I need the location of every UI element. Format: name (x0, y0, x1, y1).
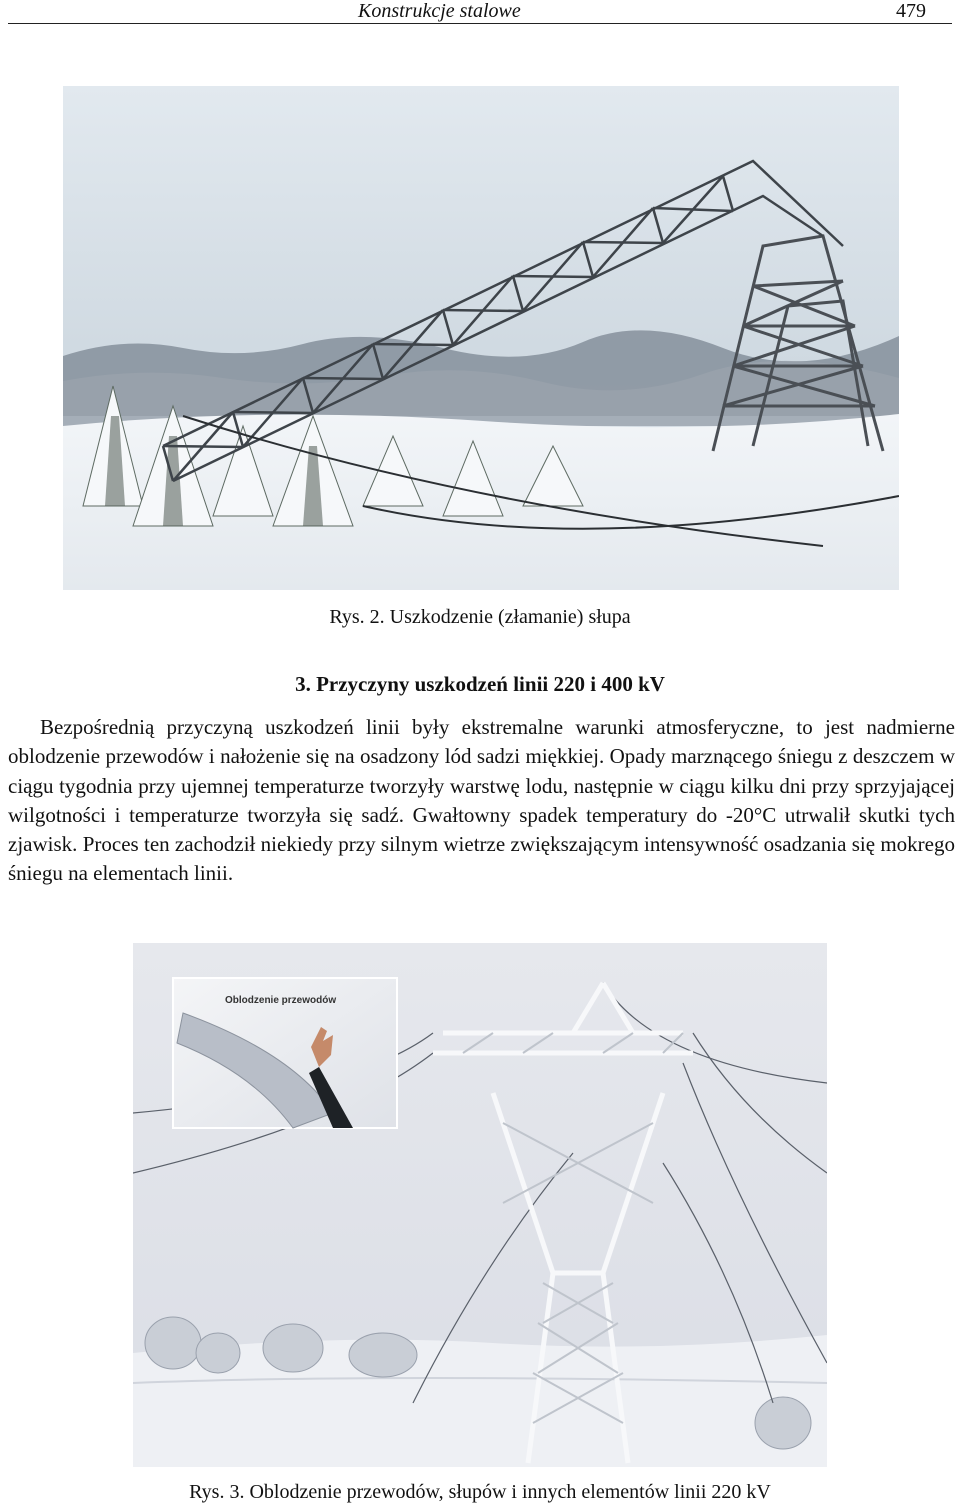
header-rule (8, 23, 952, 24)
figure-caption: Rys. 2. Uszkodzenie (złamanie) słupa (329, 606, 631, 628)
figure-iced-pylon (133, 943, 827, 1467)
running-title: Konstrukcje stalowe (358, 0, 521, 22)
inset-label: Oblodzenie przewodów (225, 995, 337, 1006)
collapsed-pylon-photo-icon (63, 86, 899, 590)
page-header (0, 0, 960, 28)
figure-caption: Rys. 3. Oblodzenie przewodów, słupów i innych elementów linii 220 kV (189, 1481, 771, 1503)
figure-collapsed-pylon (63, 86, 899, 590)
body-paragraph: Bezpośrednią przyczyną uszkodzeń linii były ekstremalne warunki atmosferyczne, to jest nadmierne oblodzenie przewodów i nałożenie się na osadzony lód sadzi miękkiej. Opady marznącego śniegu z deszczem w ciągu tygodnia przy ujemnej temperaturze tworzyły warstwę lodu, następnie w ciągu kilku dni przy sprzyjającej wilgotności i temperaturze tworzyła się sadź. Gwałtowny spadek temperatury do -20°C utrwalił skutki tych zjawisk. Proces ten zachodził niekiedy przy silnym wietrze zwiększającym intensywność osadzania się mokrego śniegu na elementach linii. (8, 715, 955, 886)
iced-pylon-photo-icon (133, 943, 827, 1467)
page-number: 479 (896, 0, 926, 22)
section-heading: 3. Przyczyny uszkodzeń linii 220 i 400 kV (295, 672, 665, 696)
